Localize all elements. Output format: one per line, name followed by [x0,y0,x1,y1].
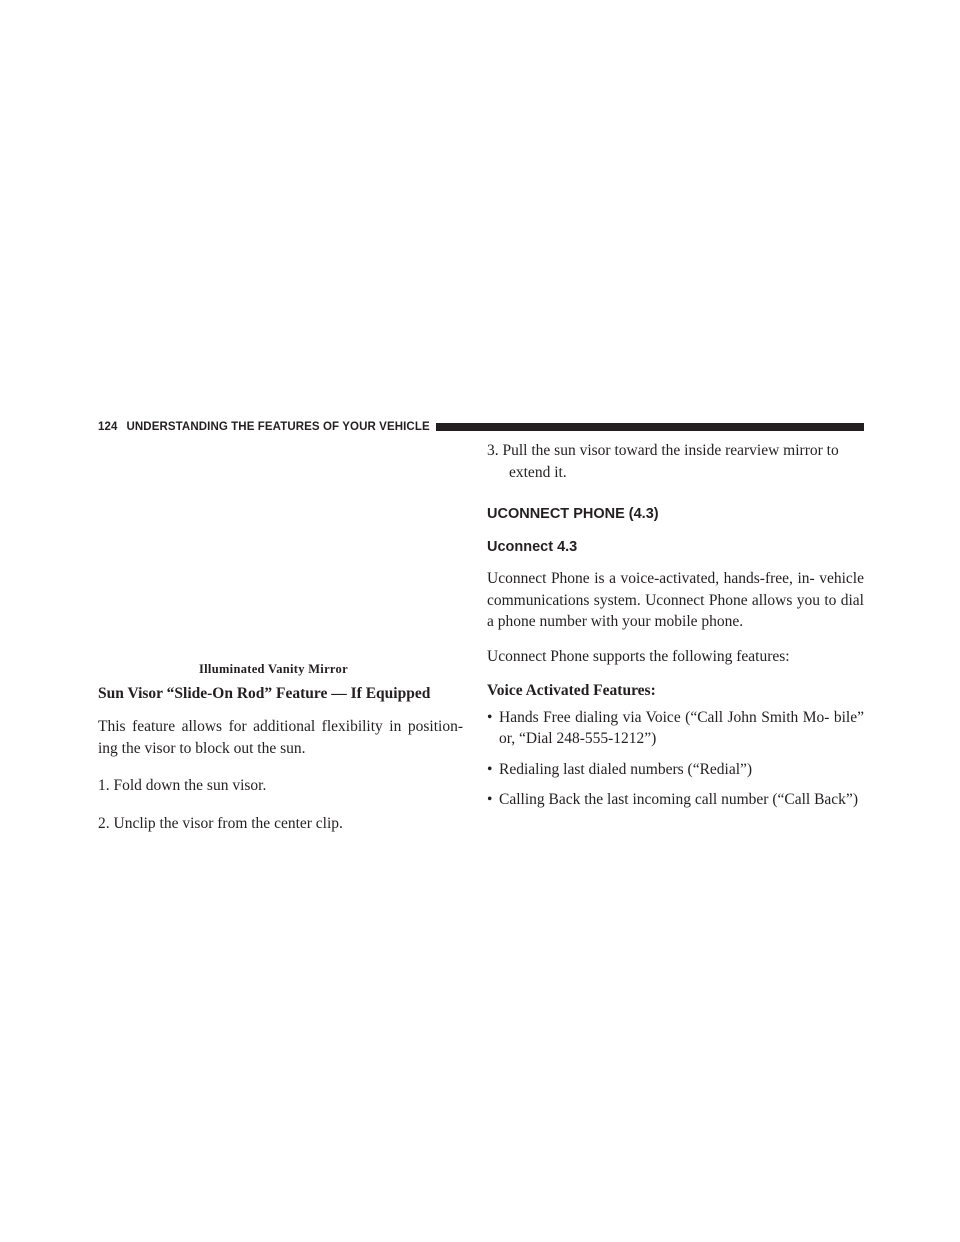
list-item [487,789,864,811]
features-list [487,707,864,811]
figure-caption: Illuminated Vanity Mirror [199,662,348,676]
sun-visor-heading: Sun Visor “Slide-On Rod” Feature — If Equipped [98,685,431,702]
features-label: Voice Activated Features: [487,682,656,699]
section-heading: UCONNECT PHONE (4.3) [487,506,659,522]
subsection-heading: Uconnect 4.3 [487,539,578,555]
step-1: 1. Fold down the sun visor. [98,777,267,794]
right-column [487,440,864,811]
list-item-text: Redialing last dialed numbers (“Redial”) [499,760,753,778]
running-title: UNDERSTANDING THE FEATURES OF YOUR VEHICLE [126,421,430,433]
left-column [98,661,463,834]
bullet-icon: • [487,760,493,778]
page-number: 124 [98,421,118,433]
supports-paragraph: Uconnect Phone supports the following features: [487,647,790,665]
list-item [487,707,864,750]
step-2: 2. Unclip the visor from the center clip. [98,814,343,832]
sun-visor-paragraph: This feature allows for additional flexibility in position- ing the visor to block out the sun. [98,718,463,757]
intro-paragraph: Uconnect Phone is a voice-activated, hands-free, in- vehicle communications system. Uconnect Phone allows you to dial a phone number with your mobile phone. [487,570,864,630]
bullet-icon: • [487,791,493,808]
page-header [98,420,864,434]
step-3: 3. Pull the sun visor toward the inside rearview mirror to extend it. [487,442,839,481]
list-item-text: Calling Back the last incoming call number (“Call Back”) [499,791,858,808]
list-item [487,759,864,781]
header-rule-bar [436,423,864,431]
list-item-text: Hands Free dialing via Voice (“Call John Smith Mo- bile” or, “Dial 248-555-1212”) [499,708,864,747]
bullet-icon: • [487,708,493,726]
